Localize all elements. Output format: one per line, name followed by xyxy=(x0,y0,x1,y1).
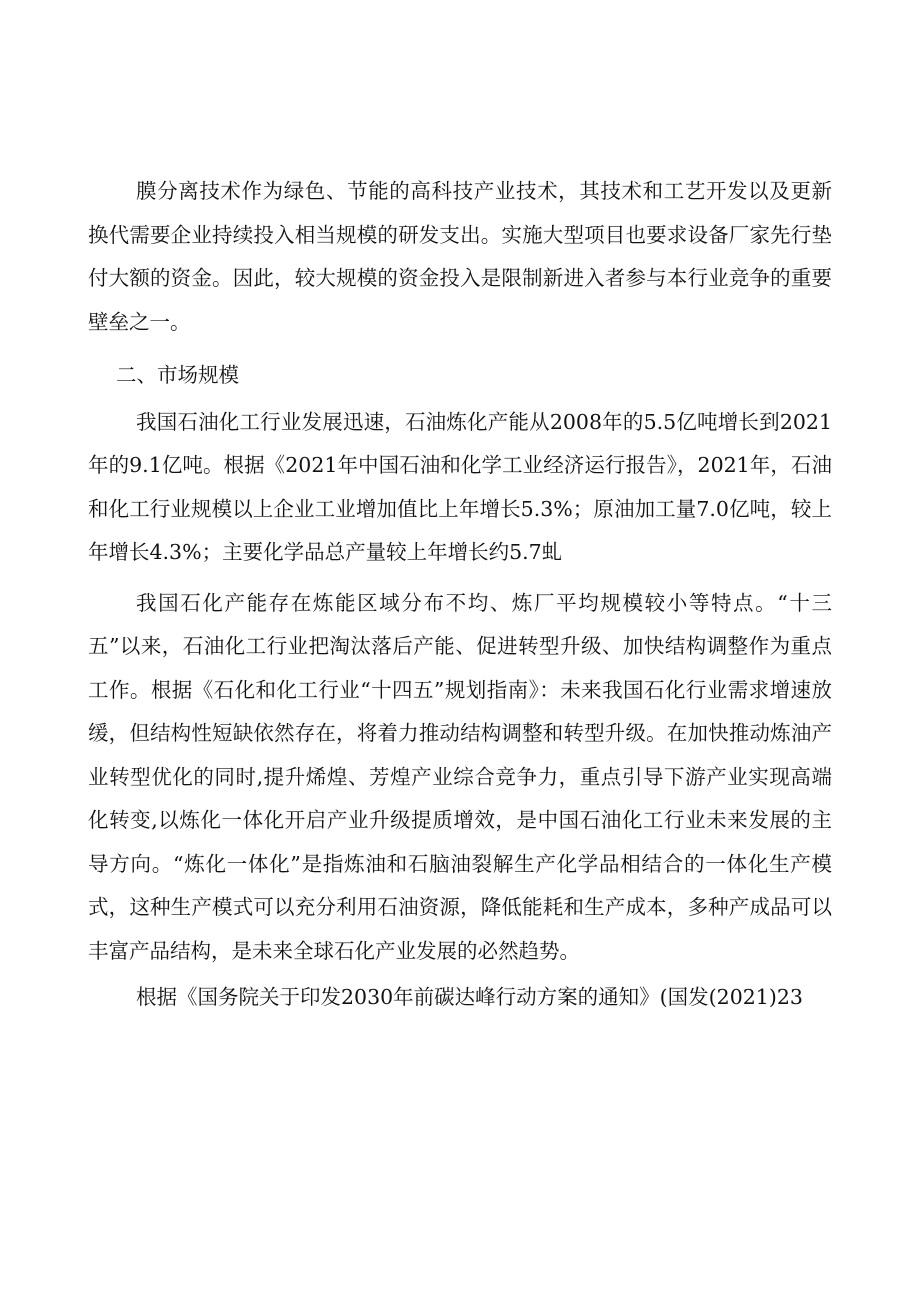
document-page xyxy=(88,170,832,1020)
paragraph-membrane-investment: 膜分离技术作为绿色、节能的高科技产业技术，其技术和工艺开发以及更新换代需要企业持续投入相当规模的研发支出。实施大型项目也要求设备厂家先行垫付大额的资金。因此，较大规模的资金投入是限制新进入者参与本行业竞争的重要壁垒之一。 xyxy=(88,179,832,334)
section-heading-market-size: 二、市场规模 xyxy=(116,363,239,387)
paragraph-refining-capacity: 我国石油化工行业发展迅速，石油炼化产能从2008年的5.5亿吨增长到2021年的9.1亿吨。根据《2021年中国石油和化学工业经济运行报告》，2021年，石油和化工行业规模以上企业工业增加值比上年增长5.3%；原油加工量7.0亿吨，较上年增长4.3%；主要化学品总产量较上年增长约5.7虬 xyxy=(88,409,832,564)
paragraph-petrochemical-structure: 我国石化产能存在炼能区域分布不均、炼厂平均规模较小等特点。“十三五”以来，石油化工行业把淘汰落后产能、促进转型升级、加快结构调整作为重点工作。根据《石化和化工行业“十四五”规划指南》：未来我国石化行业需求增速放缓，但结构性短缺依然存在，将着力推动结构调整和转型升级。在加快推动炼油产业转型优化的同时,提升烯煌、芳煌产业综合竞争力，重点引导下游产业实现高端化转变,以炼化一体化开启产业升级提质增效，是中国石油化工行业未来发展的主导方向。“炼化一体化”是指炼油和石脑油裂解生产化学品相结合的一体化生产模式，这种生产模式可以充分利用石油资源，降低能耗和生产成本，多种产成品可以丰富产品结构，是未来全球石化产业发展的必然趋势。 xyxy=(88,590,832,963)
paragraph-carbon-peak: 根据《国务院关于印发2030年前碳达峰行动方案的通知》(国发(2021)23 xyxy=(136,985,803,1009)
